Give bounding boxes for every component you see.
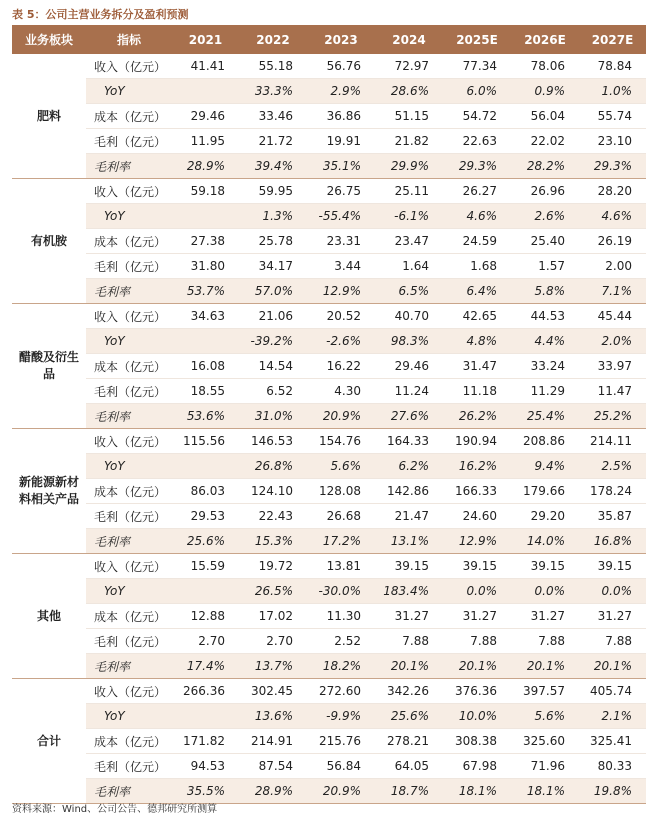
- table-row: [12, 229, 646, 254]
- metric-label: 毛利率: [86, 529, 172, 554]
- value-cell: 39.15: [375, 554, 443, 579]
- value-cell: 146.53: [239, 429, 307, 454]
- metric-label: 成本（亿元）: [86, 604, 172, 629]
- value-cell: 4.6%: [579, 204, 646, 229]
- table-row: [12, 354, 646, 379]
- value-cell: 11.24: [375, 379, 443, 404]
- value-cell: 0.0%: [443, 579, 511, 604]
- value-cell: 4.8%: [443, 329, 511, 354]
- value-cell: 0.0%: [579, 579, 646, 604]
- table-row: [12, 479, 646, 504]
- value-cell: 208.86: [511, 429, 579, 454]
- value-cell: 28.9%: [172, 154, 239, 179]
- header-year: 2021: [172, 25, 239, 54]
- value-cell: 19.72: [239, 554, 307, 579]
- value-cell: 17.2%: [307, 529, 375, 554]
- value-cell: 15.3%: [239, 529, 307, 554]
- value-cell: 80.33: [579, 754, 646, 779]
- value-cell: 25.2%: [579, 404, 646, 429]
- value-cell: 20.1%: [443, 654, 511, 679]
- value-cell: 27.38: [172, 229, 239, 254]
- value-cell: 26.2%: [443, 404, 511, 429]
- value-cell: 11.29: [511, 379, 579, 404]
- table-row: [12, 704, 646, 729]
- value-cell: 29.3%: [579, 154, 646, 179]
- segment-name: 合计: [12, 679, 86, 804]
- value-cell: 28.2%: [511, 154, 579, 179]
- value-cell: 56.76: [307, 54, 375, 79]
- metric-label: YoY: [86, 79, 172, 104]
- metric-label: 毛利（亿元）: [86, 629, 172, 654]
- value-cell: 0.0%: [511, 579, 579, 604]
- value-cell: 171.82: [172, 729, 239, 754]
- value-cell: 39.15: [443, 554, 511, 579]
- value-cell: 4.4%: [511, 329, 579, 354]
- value-cell: 31.27: [443, 604, 511, 629]
- table-row: [12, 629, 646, 654]
- value-cell: 10.0%: [443, 704, 511, 729]
- value-cell: 19.91: [307, 129, 375, 154]
- metric-label: 毛利率: [86, 654, 172, 679]
- value-cell: 6.4%: [443, 279, 511, 304]
- value-cell: 34.17: [239, 254, 307, 279]
- value-cell: 98.3%: [375, 329, 443, 354]
- value-cell: 29.3%: [443, 154, 511, 179]
- value-cell: 13.81: [307, 554, 375, 579]
- table-row: [12, 554, 646, 579]
- metric-label: 成本（亿元）: [86, 354, 172, 379]
- value-cell: 20.1%: [511, 654, 579, 679]
- header-row: [12, 25, 646, 54]
- value-cell: 27.6%: [375, 404, 443, 429]
- metric-label: YoY: [86, 704, 172, 729]
- value-cell: 21.72: [239, 129, 307, 154]
- value-cell: 6.52: [239, 379, 307, 404]
- metric-label: 成本（亿元）: [86, 479, 172, 504]
- value-cell: 5.6%: [307, 454, 375, 479]
- table-body: [12, 54, 646, 804]
- value-cell: 342.26: [375, 679, 443, 704]
- value-cell: 1.0%: [579, 79, 646, 104]
- value-cell: 25.40: [511, 229, 579, 254]
- value-cell: 26.68: [307, 504, 375, 529]
- metric-label: 毛利（亿元）: [86, 504, 172, 529]
- value-cell: 4.30: [307, 379, 375, 404]
- segment-name: 其他: [12, 554, 86, 679]
- value-cell: 15.59: [172, 554, 239, 579]
- value-cell: 17.02: [239, 604, 307, 629]
- value-cell: 53.7%: [172, 279, 239, 304]
- financial-forecast-table: [12, 25, 646, 804]
- value-cell: 41.41: [172, 54, 239, 79]
- table-row: [12, 204, 646, 229]
- metric-label: YoY: [86, 204, 172, 229]
- value-cell: 2.70: [172, 629, 239, 654]
- value-cell: 12.9%: [307, 279, 375, 304]
- value-cell: 12.88: [172, 604, 239, 629]
- value-cell: 72.97: [375, 54, 443, 79]
- value-cell: 22.63: [443, 129, 511, 154]
- value-cell: -9.9%: [307, 704, 375, 729]
- header-year: 2022: [239, 25, 307, 54]
- value-cell: 214.91: [239, 729, 307, 754]
- value-cell: 29.20: [511, 504, 579, 529]
- value-cell: 164.33: [375, 429, 443, 454]
- value-cell: 2.00: [579, 254, 646, 279]
- value-cell: 87.54: [239, 754, 307, 779]
- value-cell: 7.88: [579, 629, 646, 654]
- value-cell: 35.1%: [307, 154, 375, 179]
- value-cell: 2.5%: [579, 454, 646, 479]
- table-row: [12, 279, 646, 304]
- value-cell: 71.96: [511, 754, 579, 779]
- value-cell: 2.52: [307, 629, 375, 654]
- value-cell: 7.1%: [579, 279, 646, 304]
- value-cell: 36.86: [307, 104, 375, 129]
- table-row: [12, 529, 646, 554]
- table-row: [12, 679, 646, 704]
- value-cell: 26.19: [579, 229, 646, 254]
- table-row: [12, 304, 646, 329]
- value-cell: [172, 79, 239, 104]
- value-cell: 59.18: [172, 179, 239, 204]
- value-cell: 64.05: [375, 754, 443, 779]
- value-cell: 325.41: [579, 729, 646, 754]
- metric-label: 毛利率: [86, 154, 172, 179]
- value-cell: 128.08: [307, 479, 375, 504]
- source-note: 资料来源：Wind、公司公告、德邦研究所测算: [12, 804, 218, 815]
- table-row: [12, 379, 646, 404]
- value-cell: 9.4%: [511, 454, 579, 479]
- value-cell: 11.47: [579, 379, 646, 404]
- value-cell: 40.70: [375, 304, 443, 329]
- value-cell: 56.04: [511, 104, 579, 129]
- value-cell: 16.22: [307, 354, 375, 379]
- metric-label: 毛利率: [86, 404, 172, 429]
- value-cell: 5.8%: [511, 279, 579, 304]
- value-cell: 11.95: [172, 129, 239, 154]
- value-cell: 22.43: [239, 504, 307, 529]
- value-cell: 24.60: [443, 504, 511, 529]
- table-row: [12, 454, 646, 479]
- header-metric: 指标: [86, 25, 172, 54]
- value-cell: 13.6%: [239, 704, 307, 729]
- value-cell: 1.57: [511, 254, 579, 279]
- segment-name: 有机胺: [12, 179, 86, 304]
- value-cell: 25.4%: [511, 404, 579, 429]
- value-cell: 23.31: [307, 229, 375, 254]
- value-cell: 55.74: [579, 104, 646, 129]
- table-row: [12, 654, 646, 679]
- value-cell: 25.6%: [172, 529, 239, 554]
- value-cell: 86.03: [172, 479, 239, 504]
- value-cell: 0.9%: [511, 79, 579, 104]
- value-cell: 6.5%: [375, 279, 443, 304]
- value-cell: 25.6%: [375, 704, 443, 729]
- value-cell: 11.18: [443, 379, 511, 404]
- table-row: [12, 429, 646, 454]
- value-cell: 78.06: [511, 54, 579, 79]
- value-cell: 29.9%: [375, 154, 443, 179]
- metric-label: 收入（亿元）: [86, 304, 172, 329]
- value-cell: 26.96: [511, 179, 579, 204]
- value-cell: 405.74: [579, 679, 646, 704]
- value-cell: 115.56: [172, 429, 239, 454]
- value-cell: 16.2%: [443, 454, 511, 479]
- header-year: 2025E: [443, 25, 511, 54]
- value-cell: 31.27: [375, 604, 443, 629]
- table-row: [12, 404, 646, 429]
- value-cell: 57.0%: [239, 279, 307, 304]
- value-cell: 18.55: [172, 379, 239, 404]
- metric-label: 成本（亿元）: [86, 104, 172, 129]
- segment-name: 新能源新材料相关产品: [12, 429, 86, 554]
- table-row: [12, 79, 646, 104]
- value-cell: 18.1%: [511, 779, 579, 804]
- metric-label: 毛利（亿元）: [86, 754, 172, 779]
- value-cell: 11.30: [307, 604, 375, 629]
- value-cell: 12.9%: [443, 529, 511, 554]
- value-cell: 53.6%: [172, 404, 239, 429]
- value-cell: -6.1%: [375, 204, 443, 229]
- value-cell: 20.9%: [307, 404, 375, 429]
- value-cell: 21.06: [239, 304, 307, 329]
- header-year: 2023: [307, 25, 375, 54]
- value-cell: 55.18: [239, 54, 307, 79]
- table-row: [12, 154, 646, 179]
- value-cell: 31.47: [443, 354, 511, 379]
- value-cell: 16.08: [172, 354, 239, 379]
- segment-name: 肥料: [12, 54, 86, 179]
- value-cell: 13.7%: [239, 654, 307, 679]
- value-cell: -30.0%: [307, 579, 375, 604]
- value-cell: 24.59: [443, 229, 511, 254]
- value-cell: 397.57: [511, 679, 579, 704]
- value-cell: [172, 579, 239, 604]
- segment-name: 醋酸及衍生品: [12, 304, 86, 429]
- value-cell: 183.4%: [375, 579, 443, 604]
- value-cell: 124.10: [239, 479, 307, 504]
- value-cell: 7.88: [511, 629, 579, 654]
- value-cell: 308.38: [443, 729, 511, 754]
- value-cell: 1.64: [375, 254, 443, 279]
- value-cell: 35.5%: [172, 779, 239, 804]
- value-cell: 7.88: [375, 629, 443, 654]
- value-cell: 20.9%: [307, 779, 375, 804]
- table-caption: 表 5：公司主营业务拆分及盈利预测: [12, 8, 189, 21]
- value-cell: 94.53: [172, 754, 239, 779]
- value-cell: 272.60: [307, 679, 375, 704]
- value-cell: 44.53: [511, 304, 579, 329]
- value-cell: 278.21: [375, 729, 443, 754]
- value-cell: 20.1%: [579, 654, 646, 679]
- metric-label: 收入（亿元）: [86, 179, 172, 204]
- value-cell: 31.80: [172, 254, 239, 279]
- table-row: [12, 504, 646, 529]
- value-cell: 33.97: [579, 354, 646, 379]
- value-cell: -39.2%: [239, 329, 307, 354]
- value-cell: 215.76: [307, 729, 375, 754]
- header-year: 2027E: [579, 25, 646, 54]
- header-year: 2024: [375, 25, 443, 54]
- value-cell: [172, 329, 239, 354]
- value-cell: 29.46: [375, 354, 443, 379]
- table-row: [12, 54, 646, 79]
- metric-label: 毛利（亿元）: [86, 254, 172, 279]
- metric-label: 毛利（亿元）: [86, 379, 172, 404]
- value-cell: 31.0%: [239, 404, 307, 429]
- value-cell: 14.0%: [511, 529, 579, 554]
- metric-label: 成本（亿元）: [86, 229, 172, 254]
- value-cell: 33.24: [511, 354, 579, 379]
- value-cell: 6.2%: [375, 454, 443, 479]
- metric-label: 成本（亿元）: [86, 729, 172, 754]
- value-cell: 28.9%: [239, 779, 307, 804]
- value-cell: 29.46: [172, 104, 239, 129]
- value-cell: 29.53: [172, 504, 239, 529]
- value-cell: 166.33: [443, 479, 511, 504]
- value-cell: 325.60: [511, 729, 579, 754]
- value-cell: -55.4%: [307, 204, 375, 229]
- value-cell: 25.78: [239, 229, 307, 254]
- table-row: [12, 104, 646, 129]
- value-cell: 26.5%: [239, 579, 307, 604]
- header-segment: 业务板块: [12, 25, 86, 54]
- value-cell: 154.76: [307, 429, 375, 454]
- value-cell: 376.36: [443, 679, 511, 704]
- metric-label: YoY: [86, 579, 172, 604]
- value-cell: 13.1%: [375, 529, 443, 554]
- value-cell: 214.11: [579, 429, 646, 454]
- metric-label: 收入（亿元）: [86, 679, 172, 704]
- value-cell: -2.6%: [307, 329, 375, 354]
- value-cell: 26.75: [307, 179, 375, 204]
- value-cell: 22.02: [511, 129, 579, 154]
- value-cell: 19.8%: [579, 779, 646, 804]
- value-cell: 23.10: [579, 129, 646, 154]
- value-cell: 2.0%: [579, 329, 646, 354]
- metric-label: 毛利（亿元）: [86, 129, 172, 154]
- value-cell: 17.4%: [172, 654, 239, 679]
- value-cell: 178.24: [579, 479, 646, 504]
- value-cell: 20.52: [307, 304, 375, 329]
- value-cell: 28.20: [579, 179, 646, 204]
- value-cell: 67.98: [443, 754, 511, 779]
- value-cell: 142.86: [375, 479, 443, 504]
- value-cell: 26.27: [443, 179, 511, 204]
- value-cell: 39.15: [579, 554, 646, 579]
- value-cell: [172, 704, 239, 729]
- value-cell: 18.2%: [307, 654, 375, 679]
- value-cell: [172, 204, 239, 229]
- value-cell: 78.84: [579, 54, 646, 79]
- value-cell: 39.4%: [239, 154, 307, 179]
- value-cell: 26.8%: [239, 454, 307, 479]
- value-cell: 21.47: [375, 504, 443, 529]
- value-cell: 39.15: [511, 554, 579, 579]
- metric-label: 收入（亿元）: [86, 429, 172, 454]
- value-cell: 2.1%: [579, 704, 646, 729]
- value-cell: 302.45: [239, 679, 307, 704]
- value-cell: 5.6%: [511, 704, 579, 729]
- value-cell: 35.87: [579, 504, 646, 529]
- value-cell: 42.65: [443, 304, 511, 329]
- value-cell: 2.6%: [511, 204, 579, 229]
- value-cell: 59.95: [239, 179, 307, 204]
- table-row: [12, 179, 646, 204]
- metric-label: 收入（亿元）: [86, 554, 172, 579]
- value-cell: 45.44: [579, 304, 646, 329]
- value-cell: 51.15: [375, 104, 443, 129]
- header-year: 2026E: [511, 25, 579, 54]
- table-row: [12, 329, 646, 354]
- value-cell: 2.70: [239, 629, 307, 654]
- value-cell: 14.54: [239, 354, 307, 379]
- value-cell: 2.9%: [307, 79, 375, 104]
- value-cell: 3.44: [307, 254, 375, 279]
- table-row: [12, 604, 646, 629]
- value-cell: 54.72: [443, 104, 511, 129]
- metric-label: 毛利率: [86, 279, 172, 304]
- value-cell: 266.36: [172, 679, 239, 704]
- value-cell: 4.6%: [443, 204, 511, 229]
- value-cell: 18.1%: [443, 779, 511, 804]
- table-row: [12, 254, 646, 279]
- metric-label: 收入（亿元）: [86, 54, 172, 79]
- metric-label: YoY: [86, 329, 172, 354]
- value-cell: 56.84: [307, 754, 375, 779]
- metric-label: YoY: [86, 454, 172, 479]
- value-cell: 20.1%: [375, 654, 443, 679]
- value-cell: 77.34: [443, 54, 511, 79]
- value-cell: 7.88: [443, 629, 511, 654]
- value-cell: 1.68: [443, 254, 511, 279]
- metric-label: 毛利率: [86, 779, 172, 804]
- value-cell: 18.7%: [375, 779, 443, 804]
- value-cell: 16.8%: [579, 529, 646, 554]
- value-cell: 190.94: [443, 429, 511, 454]
- table-row: [12, 754, 646, 779]
- value-cell: 23.47: [375, 229, 443, 254]
- value-cell: 34.63: [172, 304, 239, 329]
- value-cell: [172, 454, 239, 479]
- table-row: [12, 729, 646, 754]
- value-cell: 31.27: [579, 604, 646, 629]
- value-cell: 28.6%: [375, 79, 443, 104]
- table-row: [12, 579, 646, 604]
- value-cell: 1.3%: [239, 204, 307, 229]
- value-cell: 6.0%: [443, 79, 511, 104]
- value-cell: 21.82: [375, 129, 443, 154]
- value-cell: 33.3%: [239, 79, 307, 104]
- value-cell: 179.66: [511, 479, 579, 504]
- value-cell: 31.27: [511, 604, 579, 629]
- value-cell: 33.46: [239, 104, 307, 129]
- table-row: [12, 129, 646, 154]
- value-cell: 25.11: [375, 179, 443, 204]
